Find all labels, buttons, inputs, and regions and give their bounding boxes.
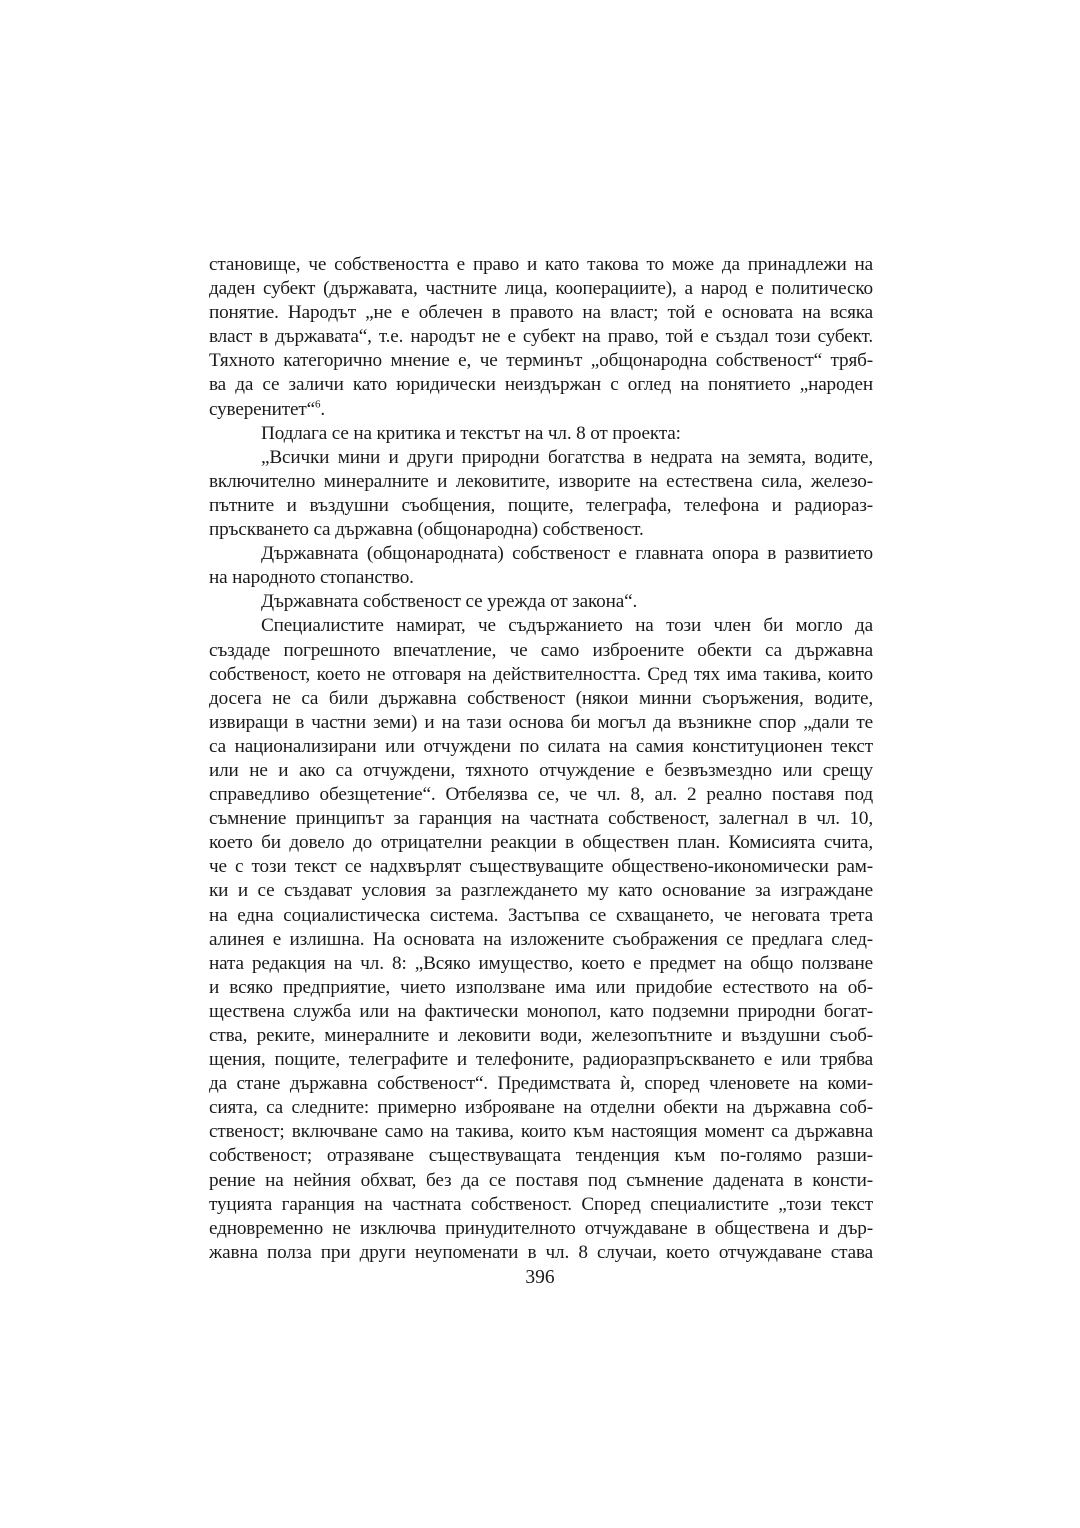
- text-line: становище, че собствеността е право и като такова то може да принадлежи на: [209, 254, 873, 275]
- text-line: алинея е излишна. На основата на изложените съображения се предлага след-: [209, 928, 873, 950]
- text-line: ва да се заличи като юридически неиздържан с оглед на понятието „народен: [209, 374, 873, 396]
- text-line: понятие. Народът „не е облечен в правото на власт; той е основата на всяка: [209, 302, 873, 324]
- text-line: Държавната собственост се урежда от закона“.: [261, 591, 638, 613]
- text-line: и всяко предприятие, чието използване има или придобие естеството на об-: [209, 976, 873, 998]
- text-line: на една социалистическа система. Застъпва се схващането, че неговата трета: [209, 904, 873, 926]
- body-text: [209, 253, 873, 1265]
- text-line: справедливо обезщетение“. Отбелязва се, че чл. 8, ал. 2 реално поставя под: [209, 784, 873, 806]
- text-line: или не и ако са отчуждени, тяхното отчуждение е безвъзмездно или срещу: [209, 759, 873, 781]
- text-line: ки и се създават условия за разглеждането му като основание за изграждане: [209, 880, 873, 902]
- text-line: пръскването са държавна (общонародна) собственост.: [209, 519, 644, 541]
- footnote-marker: 6: [314, 398, 321, 411]
- text-line-with-footnote: суверенитет“$^6$.: [209, 398, 325, 420]
- text-line: сията, са следните: примерно изброяване на отделни обекти на държавна соб-: [209, 1097, 873, 1119]
- text-line: туцията гаранция на частната собственост. Според специалистите „този текст: [209, 1193, 873, 1215]
- text-line: създаде погрешното впечатление, че само изброените обекти са държавна: [209, 639, 873, 661]
- text-line: съмнение принципът за гаранция на частната собственост, залегнал в чл. 10,: [209, 808, 873, 830]
- text-line: извиращи в частни земи) и на тази основа би могъл да възникне спор „дали те: [209, 711, 873, 733]
- text-line: собственост, което не отговаря на действителността. Сред тях има такива, които: [209, 663, 873, 685]
- text-line: ства, реките, минералните и лековити води, железопътните и въздушни съоб-: [209, 1025, 873, 1046]
- text-line: ната редакция на чл. 8: „Всяко имущество, което е предмет на общо ползване: [209, 952, 873, 974]
- text-line: даден субект (държавата, частните лица, кооперациите), а народ е политическо: [209, 278, 873, 300]
- text-line: суверенитет“: [209, 398, 315, 420]
- text-line: едновременно не изключва принудителното отчуждаване в обществена и дър-: [209, 1217, 873, 1239]
- text-line: ственост; включване само на такива, които към настоящия момент са държавна: [209, 1121, 873, 1143]
- text-line: ществена служба или на фактически монопол, като подземни природни богат-: [209, 1000, 873, 1022]
- text-line: което би довело до отрицателни реакции в обществен план. Комисията счита,: [209, 832, 873, 854]
- text-line: включително минералните и лековитите, изворите на естествена сила, железо-: [209, 470, 873, 492]
- text-line: на народното стопанство.: [209, 567, 414, 589]
- text-line: „Всички мини и други природни богатства в недрата на земята, водите,: [261, 446, 873, 468]
- text-line: Тяхното категорично мнение е, че терминът „общонародна собственост“ тряб-: [209, 350, 873, 372]
- text-line: Специалистите намират, че съдържанието на този член би могло да: [261, 615, 873, 637]
- text-line: рение на нейния обхват, без да се поставя под съмнение дадената в консти-: [209, 1169, 873, 1191]
- text-line: да стане държавна собственост“. Предимствата ѝ, според членовете на коми-: [209, 1073, 873, 1095]
- page-number: 396: [525, 1267, 555, 1288]
- text-line: власт в държавата“, т.е. народът не е субект на право, той е създал този субект.: [209, 326, 873, 348]
- text-line: че с този текст се надхвърлят съществуващите обществено-икономически рам-: [209, 856, 873, 878]
- text-line: пътните и въздушни съобщения, пощите, телеграфа, телефона и радиораз-: [209, 494, 873, 516]
- text-line: досега не са били държавна собственост (някои минни съоръжения, водите,: [209, 687, 873, 709]
- text-line: Подлага се на критика и текстът на чл. 8 от проекта:: [261, 422, 681, 444]
- text-line: Държавната (общонародната) собственост е главната опора в развитието: [261, 543, 873, 565]
- text-line: собственост; отразяване съществуващата тенденция към по-голямо разши-: [209, 1145, 873, 1167]
- text-line: жавна полза при други неупоменати в чл. 8 случаи, което отчуждаване става: [209, 1241, 873, 1263]
- text-line: са национализирани или отчуждени по силата на самия конституционен текст: [209, 735, 873, 757]
- text-line: щения, пощите, телеграфите и телефоните, радиоразпръскването е или трябва: [209, 1049, 873, 1071]
